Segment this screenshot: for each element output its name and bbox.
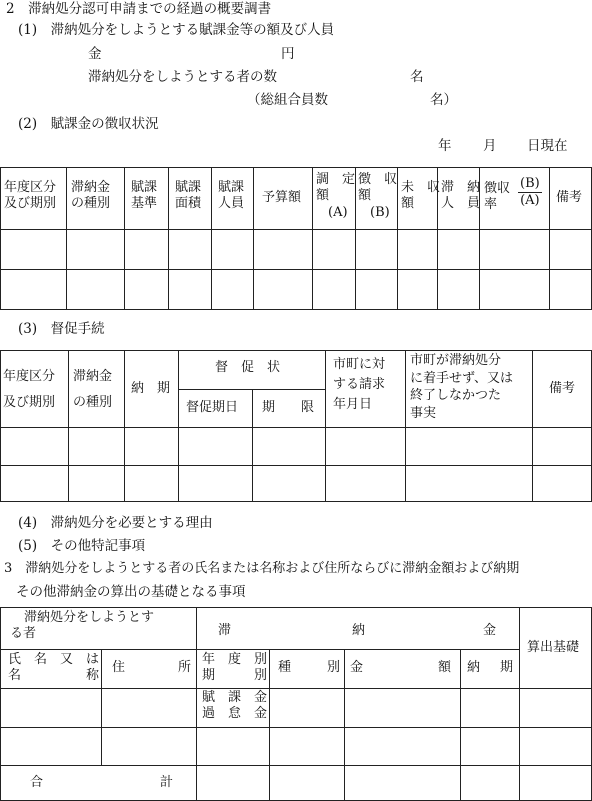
t3-header-noki-1: 納 — [467, 660, 481, 675]
t2-header-biko: 備考 — [549, 381, 576, 396]
subsection-3-title: (3) 督促手続 — [18, 321, 105, 337]
amount-kin-label: 金 — [88, 46, 102, 62]
t3-header-basis: 算出基礎 — [527, 640, 580, 655]
t3-header-noki-2: 期 — [500, 660, 514, 675]
persons-count-label: 滞納処分をしようとする者の数 — [88, 69, 277, 85]
t1-header-tainou-jinin: 滞 納 人 員 — [441, 180, 481, 212]
t2-header-shubetsu: 滞納金 の種別 — [73, 369, 113, 410]
t1-header-mishu: 未 収 額 — [401, 180, 441, 212]
t1-header-shubetsu: 滞納金 の種別 — [71, 180, 111, 212]
subsection-1-title: (1) 滞納処分をしようとする賦課金等の額及び人員 — [18, 22, 335, 38]
subsection-4-title: (4) 滞納処分を必要とする理由 — [18, 515, 213, 531]
t1-header-fuka-jinin: 賦課 人員 — [218, 180, 245, 212]
t3-header-address-2: 所 — [178, 660, 192, 675]
t1-header-chotei: 調 定 額 (A) — [316, 172, 356, 220]
t3-header-nendo: 年 度 別 期 別 — [202, 652, 268, 684]
section-2-title: 2 滞納処分認可申請までの経過の概要調書 — [6, 1, 272, 17]
t3-header-type-2: 別 — [327, 660, 341, 675]
section-3-title-line1: 3 滞納処分をしようとする者の氏名または名称および住所ならびに滞納金額および納期 — [4, 561, 520, 576]
section-3-title-line2: その他滞納金の算出の基礎となる事項 — [16, 584, 246, 600]
t3-total-1: 合 — [30, 775, 44, 790]
date-year: 年 — [438, 138, 452, 154]
t3-header-tainou-3: 金 — [483, 623, 497, 638]
t1-header-biko: 備考 — [556, 190, 583, 205]
t3-total-2: 計 — [160, 775, 174, 790]
t3-header-amount-1: 金 — [350, 660, 364, 675]
t2-header-tokusoku-date: 督促期日 — [186, 400, 239, 415]
t3-header-type-1: 種 — [278, 660, 292, 675]
t3-header-person: 滞納処分をしようとす る者 — [10, 610, 155, 642]
total-members-open: （総組合員数 — [247, 92, 328, 108]
subsection-5-title: (5) その他特記事項 — [18, 538, 146, 554]
t2-header-seikyu: 市町に対 する請求 年月日 — [333, 357, 386, 413]
persons-mei-label: 名 — [410, 69, 424, 85]
date-month: 月 — [483, 138, 497, 154]
t2-header-kigen: 期 限 — [262, 400, 315, 415]
t1-header-choshuritsu: 徴収 率 — [484, 181, 511, 213]
t2-header-noki: 納 期 — [131, 381, 171, 396]
t3-row-kinds: 賦 課 金 過 怠 金 — [202, 690, 268, 722]
subsection-2-title: (2) 賦課金の徴収状況 — [18, 116, 159, 132]
t3-header-name: 氏 名 又 は 名 称 — [8, 652, 100, 684]
t3-header-tainou-2: 納 — [352, 623, 366, 638]
t1-header-choshu: 徴 収 額 (B) — [358, 172, 398, 220]
t1-header-yosangaku: 予算額 — [262, 190, 302, 205]
t1-header-fuka-menseki: 賦課 面積 — [175, 180, 202, 212]
t1-header-ratio: (B) (A) — [520, 176, 540, 209]
t2-header-nendo: 年度区分 及び期別 — [3, 369, 56, 410]
date-day-current: 日現在 — [527, 138, 568, 154]
total-members-close: 名） — [430, 92, 457, 108]
t1-header-fuka-kijun: 賦課 基準 — [131, 180, 158, 212]
t2-header-tokusoku: 督 促 状 — [215, 360, 281, 375]
t3-header-tainou-1: 滞 — [218, 623, 232, 638]
t3-header-address-1: 住 — [112, 660, 126, 675]
t2-header-jijitsu: 市町が滞納処分 に着手せず、又は 終了しなかつた 事実 — [410, 353, 513, 421]
amount-en-label: 円 — [281, 46, 295, 62]
t1-header-nendo: 年度区分 及び期別 — [4, 180, 57, 212]
t3-header-amount-2: 額 — [438, 660, 452, 675]
